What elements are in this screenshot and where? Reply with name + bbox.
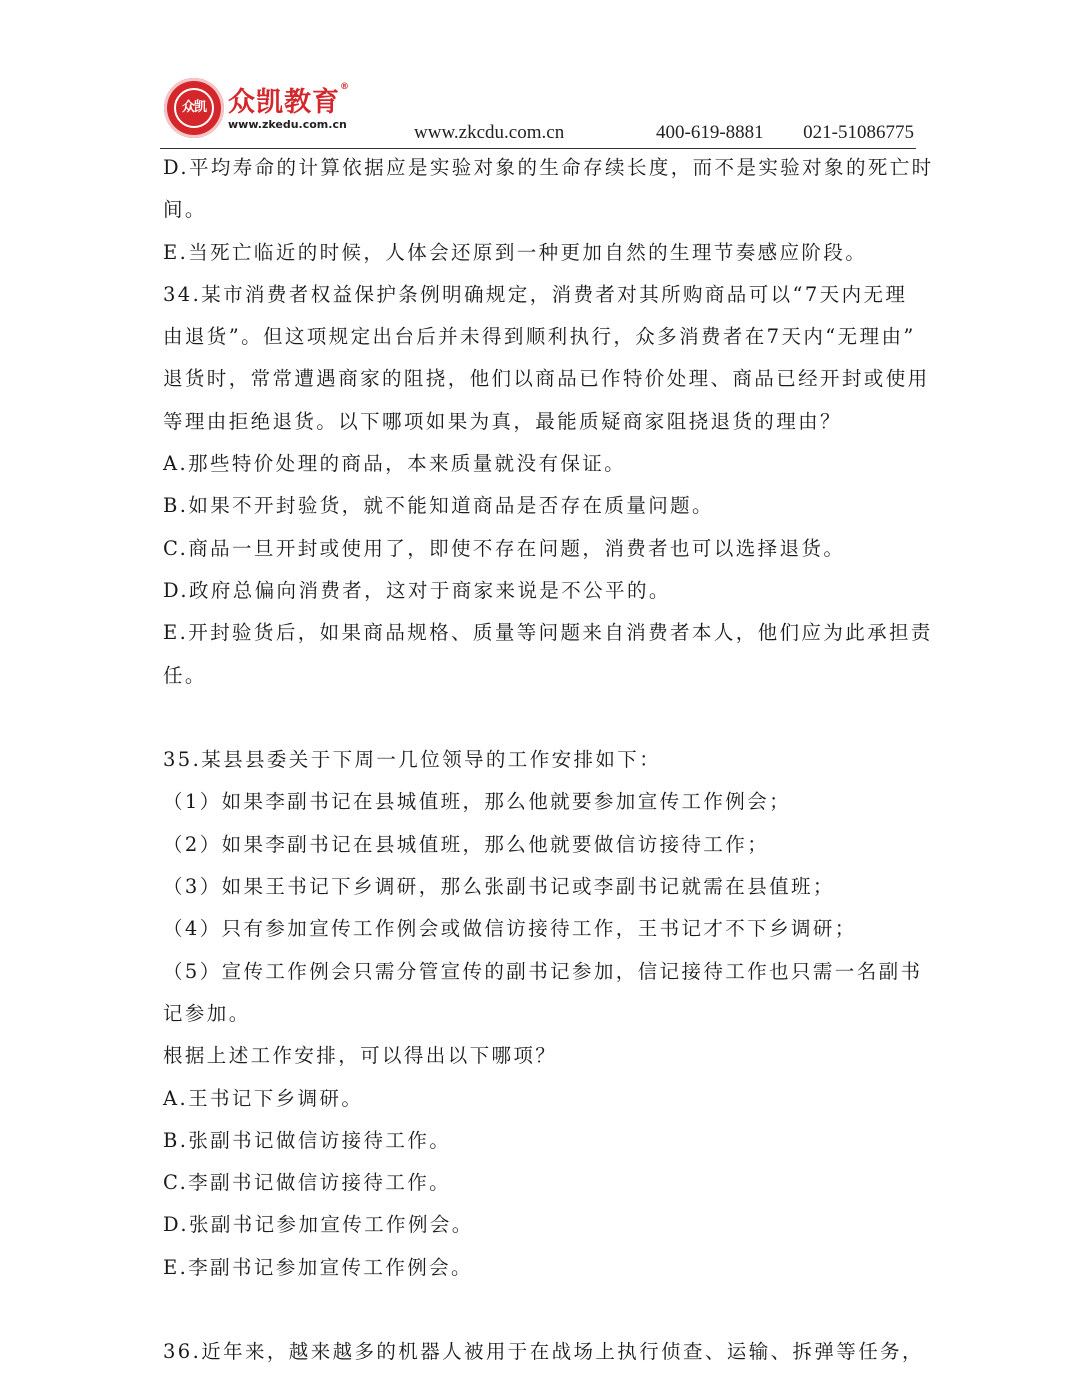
logo-url: www.zkedu.com.cn [228,118,347,131]
blank-line [163,697,919,739]
condition-4: （4）只有参加宣传工作例会或做信访接待工作，王书记才不下乡调研； [163,917,857,941]
option-b: B.如果不开封验货，就不能知道商品是否存在质量问题。 [163,494,714,518]
option-b: B.张副书记做信访接待工作。 [163,1128,452,1152]
option-a: A.那些特价处理的商品，本来质量就没有保证。 [163,452,627,476]
option-c: C.商品一旦开封或使用了，即使不存在问题，消费者也可以选择退货。 [163,536,846,560]
logo-icon [164,78,224,138]
option-e: E.开封验货后，如果商品规格、质量等问题来自消费者本人，他们应为此承担责 [163,621,933,645]
option-d: D.政府总偏向消费者，这对于商家来说是不公平的。 [163,578,671,602]
condition-2: （2）如果李副书记在县城值班，那么他就要做信访接待工作； [163,832,770,856]
header-phone-1: 400-619-8881 [656,122,764,143]
header-website: www.zkcdu.com.cn [414,122,565,143]
blank-line [163,1289,919,1331]
text-line: 由退货”。但这项规定出台后并未得到顺利执行，众多消费者在7天内“无理由” [163,325,916,349]
condition-5: （5）宣传工作例会只需分管宣传的副书记参加，信记接待工作也只需一名副书 [163,959,923,983]
text-line: 任。 [163,663,207,687]
text-line: E.当死亡临近的时候，人体会还原到一种更加自然的生理节奏感应阶段。 [163,240,868,264]
option-d: D.张副书记参加宣传工作例会。 [163,1213,474,1237]
question-35-prompt: 根据上述工作安排，可以得出以下哪项？ [163,1044,558,1068]
question-34-stem: 34.某市消费者权益保护条例明确规定，消费者对其所购商品可以“7天内无理 [163,282,908,306]
registered-mark: ® [340,82,350,92]
text-line: 间。 [163,198,207,222]
text-line: 退货时，常常遭遇商家的阻挠，他们以商品已作特价处理、商品已经开封或使用 [163,367,930,391]
text-line: 记参加。 [163,1001,251,1025]
header-phone-2: 021-51086775 [803,122,914,143]
logo-brand-text: 众凯教育 [228,87,340,118]
question-text [163,147,934,1374]
logo-badge-text: 众凯 [174,88,214,128]
option-a: A.王书记下乡调研。 [163,1086,364,1110]
text-line: 等理由拒绝退货。以下哪项如果为真，最能质疑商家阻挠退货的理由？ [163,409,842,433]
option-e: E.李副书记参加宣传工作例会。 [163,1255,473,1279]
logo-brand [228,80,350,119]
question-35-stem: 35.某县县委关于下周一几位领导的工作安排如下： [163,748,662,772]
condition-1: （1）如果李副书记在县城值班，那么他就要参加宣传工作例会； [163,790,792,814]
question-36-stem: 36.近年来，越来越多的机器人被用于在战场上执行侦查、运输、拆弹等任务， [163,1340,924,1364]
text-line: D.平均寿命的计算依据应是实验对象的生命存续长度，而不是实验对象的死亡时 [163,156,934,179]
option-c: C.李副书记做信访接待工作。 [163,1171,452,1195]
page-header [160,78,916,150]
condition-3: （3）如果王书记下乡调研，那么张副书记或李副书记就需在县值班； [163,875,835,899]
